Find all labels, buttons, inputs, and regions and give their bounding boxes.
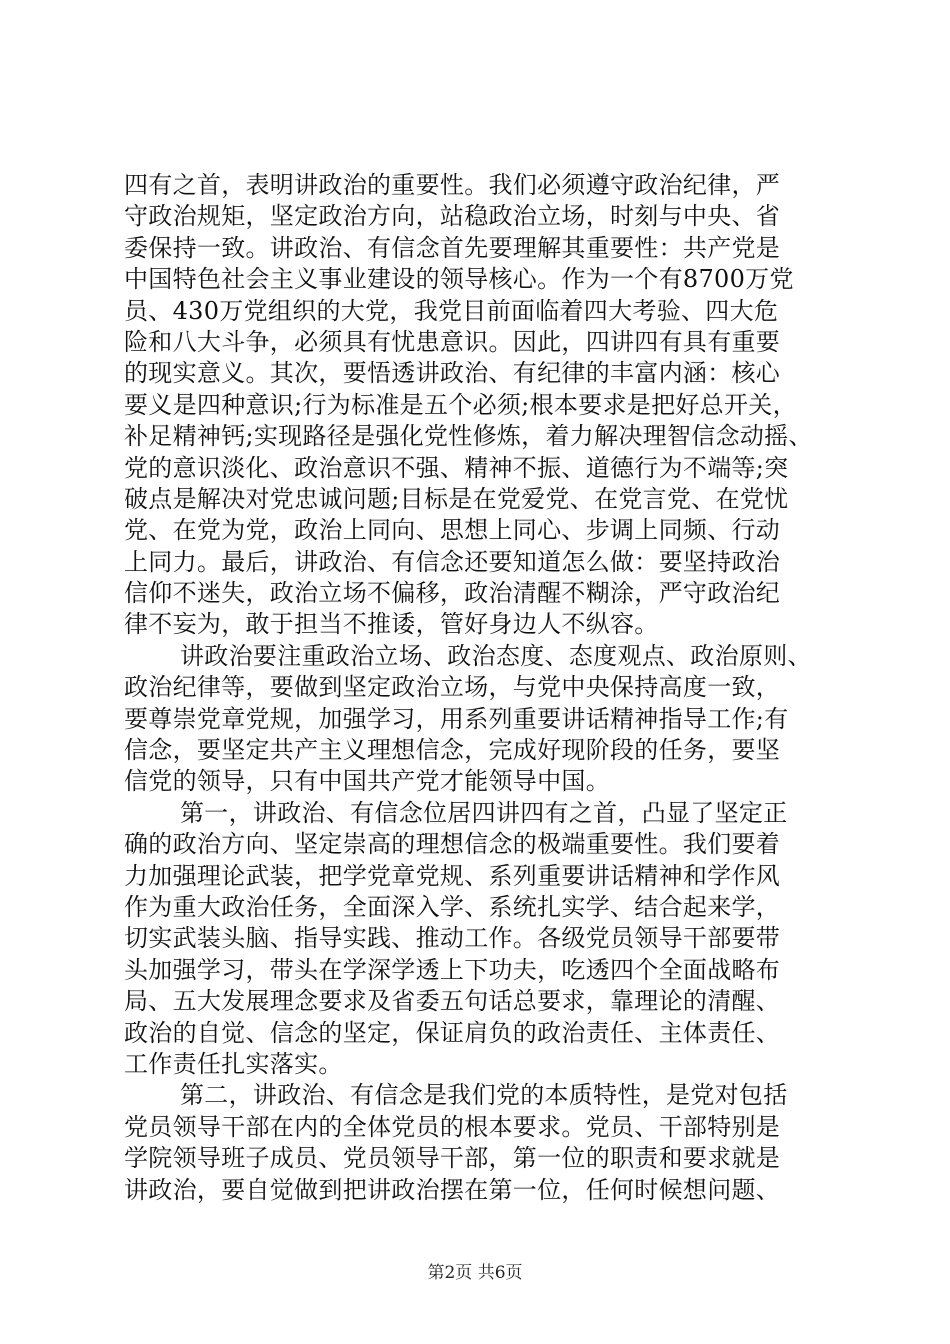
text-line: 四有之首，表明讲政治的重要性。我们必须遵守政治纪律，严 (124, 171, 781, 199)
text-line: 要义是四种意识;行为标准是五个必须;根本要求是把好总开关， (124, 390, 797, 419)
text-line: 破点是解决对党忠诚问题;目标是在党爱党、在党言党、在党忧 (124, 484, 789, 513)
page-footer: 第2页 共6页 (427, 1263, 523, 1283)
text-line: 委保持一致。讲政治、有信念首先要理解其重要性：共产党是 (124, 233, 781, 262)
text-line: 政治纪律等，要做到坚定政治立场，与党中央保持高度一致， (124, 673, 781, 702)
text-line: 上同力。最后，讲政治、有信念还要知道怎么做：要坚持政治 (124, 547, 781, 576)
text-line: 员、430万党组织的大党，我党目前面临着四大考验、四大危 (124, 296, 779, 325)
text-line: 工作责任扎实落实。 (124, 1049, 343, 1078)
text-line: 的现实意义。其次，要悟透讲政治、有纪律的丰富内涵：核心 (124, 359, 781, 388)
text-line: 党、在党为党，政治上同向、思想上同心、步调上同频、行动 (124, 516, 781, 545)
text-line: 信念，要坚定共产主义理想信念，完成好现阶段的任务，要坚 (124, 736, 781, 765)
text-line: 作为重大政治任务，全面深入学、系统扎实学、结合起来学， (124, 892, 781, 921)
text-line: 险和八大斗争，必须具有忧患意识。因此，四讲四有具有重要 (124, 327, 781, 356)
text-line: 要尊崇党章党规，加强学习，用系列重要讲话精神指导工作;有 (124, 704, 789, 733)
text-line: 头加强学习，带头在学深学透上下功夫，吃透四个全面战略布 (124, 955, 781, 984)
text-line: 讲政治要注重政治立场、政治态度、态度观点、政治原则、 (180, 641, 812, 670)
text-line: 党的意识淡化、政治意识不强、精神不振、道德行为不端等;突 (124, 453, 789, 482)
text-line: 第一，讲政治、有信念位居四讲四有之首，凸显了坚定正 (180, 798, 788, 827)
text-line: 力加强理论武装，把学党章党规、系列重要讲话精神和学作风 (124, 861, 781, 890)
text-line: 确的政治方向、坚定崇高的理想信念的极端重要性。我们要着 (124, 830, 781, 859)
text-line: 信党的领导，只有中国共产党才能领导中国。 (124, 767, 610, 796)
text-line: 信仰不迷失，政治立场不偏移，政治清醒不糊涂，严守政治纪 (124, 579, 781, 608)
text-line: 律不妄为，敢于担当不推诿，管好身边人不纵容。 (124, 610, 659, 639)
text-line: 第二，讲政治、有信念是我们党的本质特性，是党对包括 (180, 1081, 788, 1110)
text-line: 补足精神钙;实现路径是强化党性修炼，着力解决理智信念动摇、 (124, 422, 813, 451)
text-line: 局、五大发展理念要求及省委五句话总要求，靠理论的清醒、 (124, 987, 781, 1016)
text-line: 讲政治，要自觉做到把讲政治摆在第一位，任何时候想问题、 (124, 1175, 781, 1204)
text-line: 守政治规矩，坚定政治方向，站稳政治立场，时刻与中央、省 (124, 202, 781, 231)
text-line: 学院领导班子成员、党员领导干部，第一位的职责和要求就是 (124, 1144, 781, 1173)
text-line: 党员领导干部在内的全体党员的根本要求。党员、干部特别是 (124, 1112, 781, 1141)
document-body (124, 170, 832, 1206)
text-line: 切实武装头脑、指导实践、推动工作。各级党员领导干部要带 (124, 924, 781, 953)
text-line: 政治的自觉、信念的坚定，保证肩负的政治责任、主体责任、 (124, 1018, 781, 1047)
text-line: 中国特色社会主义事业建设的领导核心。作为一个有8700万党 (124, 265, 794, 294)
